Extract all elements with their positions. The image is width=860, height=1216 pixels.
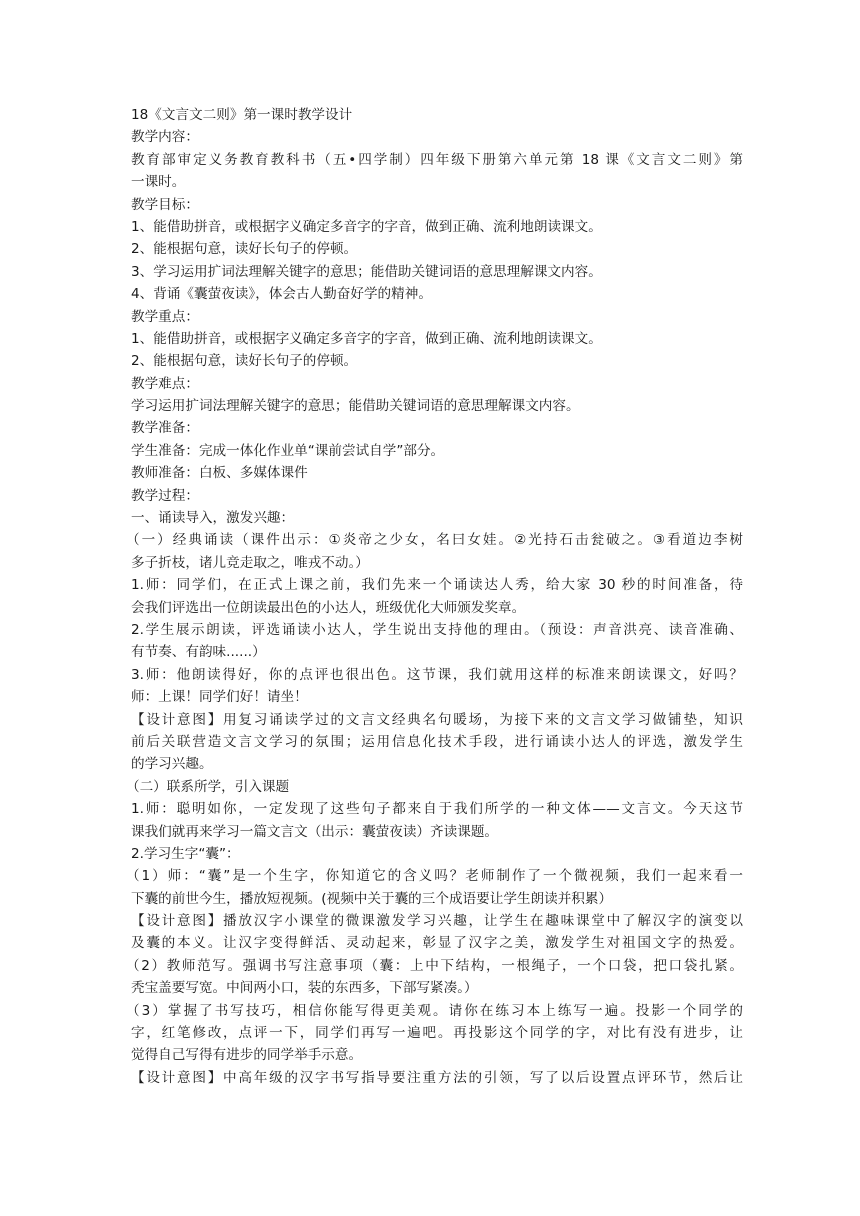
text-line: 2.学习生字“囊”： — [131, 845, 240, 862]
document-page — [126, 104, 743, 1089]
text-line: 一、诵读导入，激发兴趣： — [131, 510, 295, 527]
text-line: （1）师：“囊”是一个生字，你知道它的含义吗？老师制作了一个微视频，我们一起来看一 — [126, 868, 743, 885]
text-line: 【设计意图】播放汉字小课堂的微课激发学习兴趣，让学生在趣味课堂中了解汉字的演变以 — [131, 913, 743, 930]
text-line: 1、能借助拼音，或根据字义确定多音字的字音，做到正确、流利地朗读课文。 — [131, 218, 602, 235]
text-line: 会我们评选出一位朗读最出色的小达人，班级优化大师颁发奖章。 — [131, 599, 526, 616]
text-line: 2.学生展示朗读，评选诵读小达人，学生说出支持他的理由。（预设：声音洪亮、读音准确、 — [131, 621, 743, 638]
text-line: 1.师：同学们，在正式上课之前，我们先来一个诵读达人秀，给大家 30 秒的时间准备，待 — [131, 577, 743, 594]
text-line: （3）掌握了书写技巧，相信你能写得更美观。请你在练习本上练写一遍。投影一个同学的 — [126, 1002, 743, 1019]
text-line: 前后关联营造文言文学习的氛围；运用信息化技术手段，进行诵读小达人的评选，激发学生 — [131, 733, 743, 750]
text-line: 有节奏、有韵味......） — [131, 644, 266, 661]
text-line: 2、能根据句意，读好长句子的停顿。 — [131, 241, 358, 258]
text-line: 2、能根据句意，读好长句子的停顿。 — [131, 353, 358, 370]
text-line: 3、学习运用扩词法理解关键字的意思；能借助关键词语的意思理解课文内容。 — [131, 263, 602, 280]
text-line: 秃宝盖要写宽。中间两小口，装的东西多，下部写紧凑。） — [131, 980, 478, 997]
text-line: 师：上课！同学们好！请坐！ — [131, 689, 308, 706]
text-line: 觉得自己写得有进步的同学举手示意。 — [131, 1047, 363, 1064]
text-line: 4、背诵《囊萤夜读》，体会古人勤奋好学的精神。 — [131, 286, 432, 303]
text-line: （二）联系所学，引入课题 — [126, 778, 290, 795]
text-line: 1.师：聪明如你，一定发现了这些句子都来自于我们所学的一种文体——文言文。今天这节 — [131, 801, 743, 818]
text-line: 多子折枝，诸儿竞走取之，唯戎不动。） — [131, 554, 369, 571]
text-line: 1、能借助拼音，或根据字义确定多音字的字音，做到正确、流利地朗读课文。 — [131, 330, 602, 347]
text-line: 教学过程： — [131, 487, 199, 504]
text-line: 学习运用扩词法理解关键字的意思；能借助关键词语的意思理解课文内容。 — [131, 398, 580, 415]
text-line: （2）教师范写。强调书写注意事项（囊：上中下结构，一根绳子，一个口袋，把口袋扎紧。 — [126, 957, 743, 974]
text-line: 教学内容： — [131, 129, 199, 146]
text-line: 教学准备： — [131, 420, 199, 437]
text-line: 【设计意图】中高年级的汉字书写指导要注重方法的引领，写了以后设置点评环节，然后让 — [131, 1069, 743, 1086]
text-line: 课我们就再来学习一篇文言文（出示：囊萤夜读）齐读课题。 — [131, 823, 499, 840]
text-line: 教师准备：白板、多媒体课件 — [131, 465, 308, 482]
text-line: 下囊的前世今生，播放短视频。(视频中关于囊的三个成语要让学生朗读并积累） — [131, 890, 613, 907]
text-line: 字，红笔修改，点评一下，同学们再写一遍吧。再投影这个同学的字，对比有没有进步，让 — [131, 1025, 743, 1042]
text-line: 教学难点： — [131, 375, 199, 392]
text-line: 的学习兴趣。 — [131, 756, 213, 773]
text-line: 一课时。 — [131, 174, 186, 191]
text-line: 3.师：他朗读得好，你的点评也很出色。这节课，我们就用这样的标准来朗读课文，好吗？ — [131, 666, 743, 683]
text-line: 教学目标： — [131, 196, 199, 213]
text-line: 教学重点： — [131, 308, 199, 325]
text-line: 学生准备：完成一体化作业单“课前尝试自学”部分。 — [131, 442, 445, 459]
text-line: 教育部审定义务教育教科书（五•四学制）四年级下册第六单元第 18 课《文言文二则》第 — [131, 151, 743, 168]
document-title: 18《文言文二则》第一课时教学设计 — [131, 107, 353, 123]
text-line: 及囊的本义。让汉字变得鲜活、灵动起来，彰显了汉字之美，激发学生对祖国文字的热爱。 — [131, 935, 743, 952]
text-line: 【设计意图】用复习诵读学过的文言文经典名句暖场，为接下来的文言文学习做铺垫，知识 — [131, 711, 743, 728]
text-line: （一）经典诵读（课件出示：①炎帝之少女，名曰女娃。②光持石击瓮破之。③看道边李树 — [126, 532, 743, 549]
